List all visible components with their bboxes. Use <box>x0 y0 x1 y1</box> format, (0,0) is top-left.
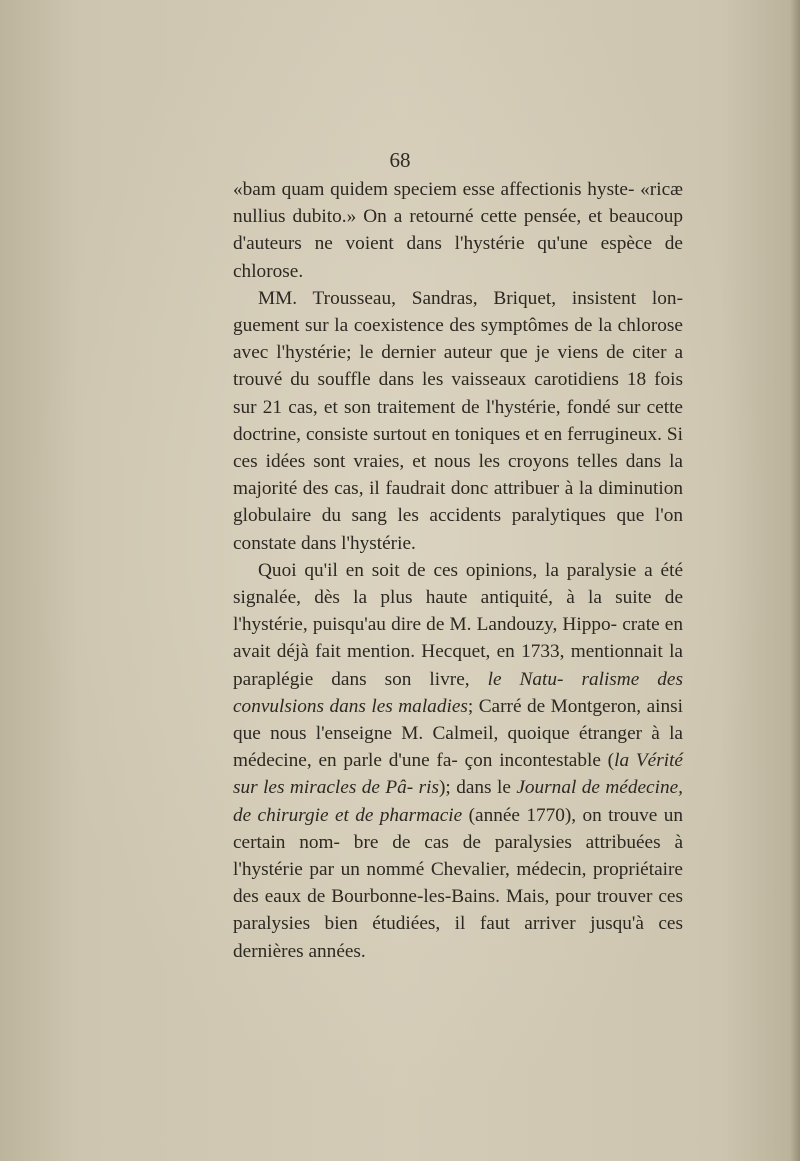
page-edge-shadow <box>790 0 800 1161</box>
paragraph-1 <box>233 176 683 285</box>
page-number: 68 <box>389 148 411 172</box>
body-text <box>233 176 683 965</box>
text-run: MM. Trousseau, Sandras, Briquet, insistent lon- guement sur la coexistence des symptômes de la chlorose avec l'hystérie; le dernier auteur que je viens de citer a trouvé du souffle dans les vaisseaux carotidiens 18 fois sur 21 cas, et son traitement de l'hystérie, fondé sur cette doctrine, consiste surtout en toniques et en ferrugineux. Si ces idées sont vraies, et nous les croyons telles dans la majorité des cas, il faudrait donc attribuer à la diminution globulaire du sang les accidents paralytiques que l'on constate dans l'hystérie. <box>233 287 683 554</box>
paragraph-2 <box>233 285 683 557</box>
text-run: Quoi qu'il en soit de ces opinions, la paralysie a été signalée, dès la plus haute antiquité, à la suite de l'hystérie, puisqu'au dire de M. Landouzy, Hippo- crate en avait déjà fait mention. Hecquet, en 1733, mentionnait la paraplégie dans son livre, <box>233 559 683 690</box>
book-title-naturalisme: le Natu- ralisme des convulsions dans les maladies <box>233 668 683 717</box>
text-run: (année 1770), on trouve un certain nom- bre de cas de paralysies attribuées à l'hystérie par un nommé Chevalier, médecin, propriétaire des eaux de Bourbonne-les-Bains. Mais, pour trouver ces paralysies bien étudiées, il faut arriver jusqu'à ces dernières années. <box>233 804 683 962</box>
book-title-verite: la Vérité sur les miracles de Pâ- ris <box>233 750 683 799</box>
paragraph-3 <box>233 557 683 965</box>
text-run: ; Carré de Montgeron, ainsi que nous l'enseigne M. Calmeil, quoique étranger à la médecine, en parle d'une fa- çon incontestable ( <box>233 695 683 772</box>
text-run: «bam quam quidem speciem esse affectionis hyste- «ricæ nullius dubito.» On a retourné cette pensée, et beaucoup d'auteurs ne voient dans l'hystérie qu'une espèce de chlorose. <box>233 179 683 282</box>
journal-title: Journal de médecine, de chirurgie et de pharmacie <box>233 777 683 826</box>
text-run: ); dans le <box>439 777 517 799</box>
